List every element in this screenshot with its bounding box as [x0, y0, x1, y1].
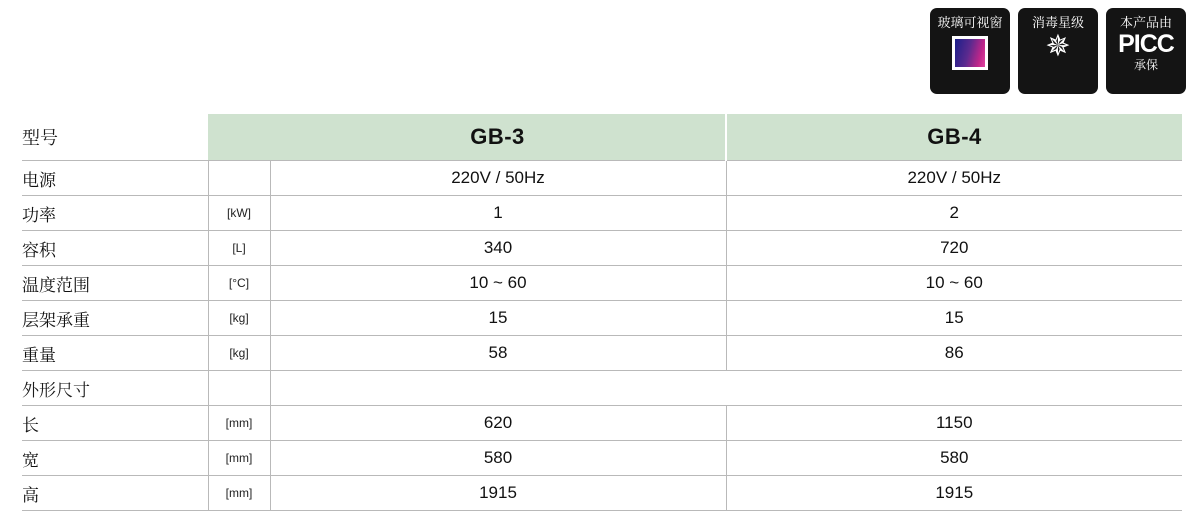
- row-label: 容积: [22, 231, 208, 266]
- row-value-gb3: 10 ~ 60: [270, 266, 726, 301]
- row-value-gb3: 15: [270, 301, 726, 336]
- table-row: [22, 231, 1182, 266]
- header-column-gb3: GB-3: [270, 114, 726, 161]
- row-value-gb3: 620: [270, 406, 726, 441]
- section-unit-cell: [208, 371, 270, 406]
- table-section-row: [22, 371, 1182, 406]
- row-value-gb4: 2: [726, 196, 1182, 231]
- row-value-gb4: 220V / 50Hz: [726, 161, 1182, 196]
- row-unit: [mm]: [208, 406, 270, 441]
- row-unit: [kg]: [208, 301, 270, 336]
- picc-icon: PICC: [1118, 30, 1174, 58]
- row-unit: [mm]: [208, 476, 270, 511]
- section-label: 外形尺寸: [22, 371, 208, 406]
- row-value-gb4: 580: [726, 441, 1182, 476]
- row-unit: [L]: [208, 231, 270, 266]
- table-row: [22, 266, 1182, 301]
- row-label: 宽: [22, 441, 208, 476]
- header-column-gb4: GB-4: [726, 114, 1182, 161]
- table-row: [22, 476, 1182, 511]
- row-label: 功率: [22, 196, 208, 231]
- badge-glass-window: [930, 8, 1010, 94]
- row-value-gb3: 580: [270, 441, 726, 476]
- row-label: 高: [22, 476, 208, 511]
- row-label: 长: [22, 406, 208, 441]
- table-row: [22, 441, 1182, 476]
- row-unit: [°C]: [208, 266, 270, 301]
- table-row: [22, 161, 1182, 196]
- badge-title: 玻璃可视窗: [937, 15, 1003, 30]
- badge-picc-insurance: [1106, 8, 1186, 94]
- row-value-gb4: 86: [726, 336, 1182, 371]
- row-value-gb4: 720: [726, 231, 1182, 266]
- row-value-gb4: 1915: [726, 476, 1182, 511]
- specification-table: [22, 114, 1182, 511]
- table-row: [22, 336, 1182, 371]
- row-value-gb3: 220V / 50Hz: [270, 161, 726, 196]
- row-value-gb3: 58: [270, 336, 726, 371]
- header-model-label: 型号: [22, 114, 208, 161]
- row-unit: [kg]: [208, 336, 270, 371]
- badge-title: 消毒星级: [1031, 15, 1084, 30]
- header-unit-blank: [208, 114, 270, 161]
- row-label: 层架承重: [22, 301, 208, 336]
- row-unit: [kW]: [208, 196, 270, 231]
- window-icon: [952, 36, 988, 70]
- table-header-row: [22, 114, 1182, 161]
- badge-sterilization-rating: [1018, 8, 1098, 94]
- badge-title: 本产品由: [1119, 15, 1172, 30]
- section-value-cell-gb4: [726, 371, 1182, 406]
- window-icon-frame: [952, 36, 988, 70]
- row-unit: [208, 161, 270, 196]
- row-label: 电源: [22, 161, 208, 196]
- window-icon-pane: [955, 39, 985, 67]
- section-value-cell-gb3: [270, 371, 726, 406]
- row-label: 重量: [22, 336, 208, 371]
- row-value-gb3: 340: [270, 231, 726, 266]
- table-row: [22, 196, 1182, 231]
- row-value-gb3: 1: [270, 196, 726, 231]
- star-icon: ✵: [1045, 30, 1071, 63]
- table-row: [22, 301, 1182, 336]
- table-row: [22, 406, 1182, 441]
- row-value-gb3: 1915: [270, 476, 726, 511]
- row-value-gb4: 10 ~ 60: [726, 266, 1182, 301]
- row-label: 温度范围: [22, 266, 208, 301]
- badge-subtitle: 承保: [1133, 58, 1158, 72]
- certification-badge-row: [930, 8, 1186, 94]
- row-value-gb4: 15: [726, 301, 1182, 336]
- row-unit: [mm]: [208, 441, 270, 476]
- row-value-gb4: 1150: [726, 406, 1182, 441]
